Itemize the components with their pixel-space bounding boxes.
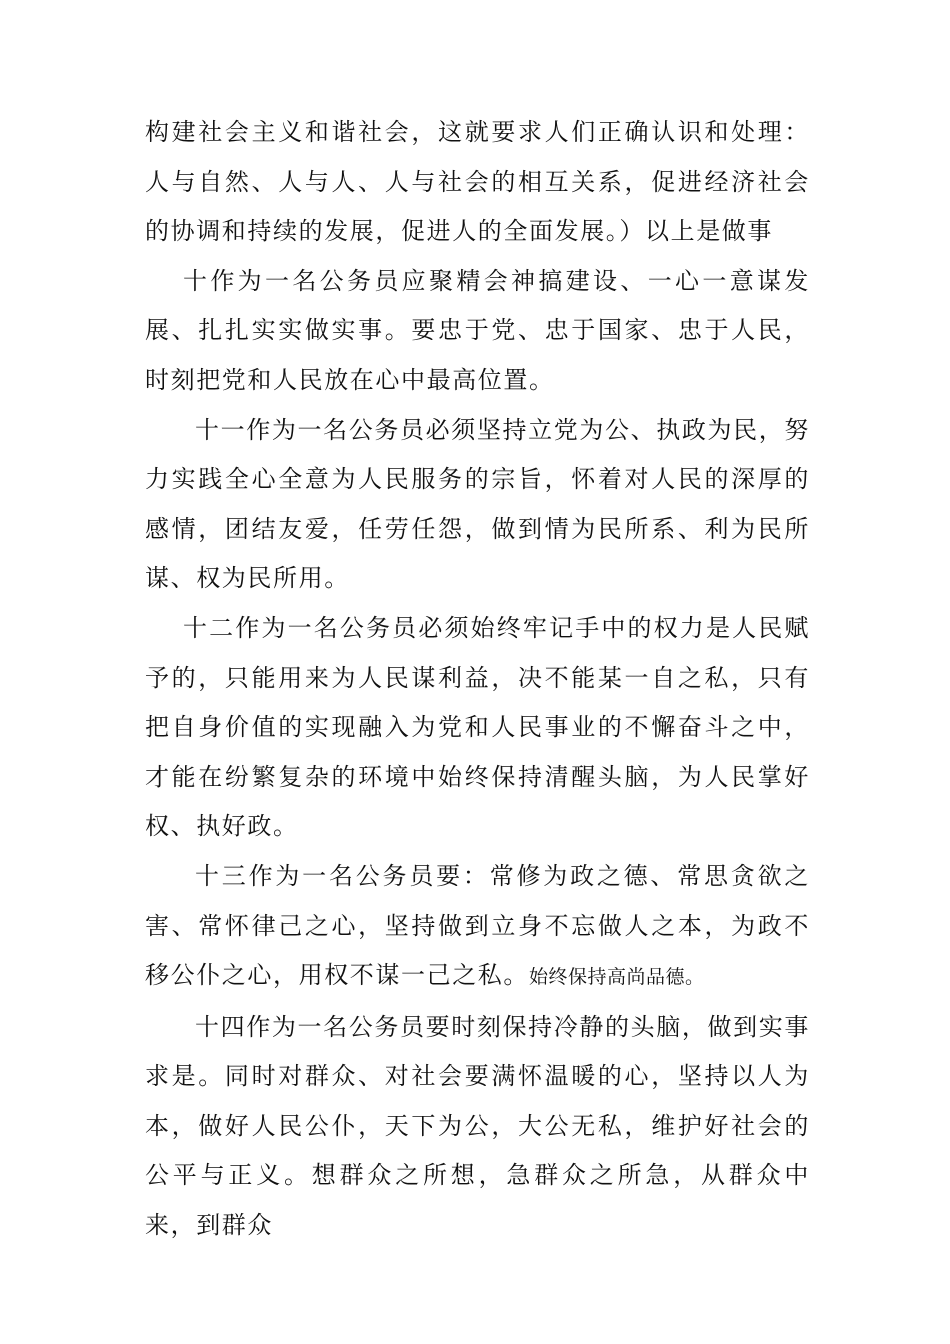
- paragraph-harmonious-society: 构建社会主义和谐社会，这就要求人们正确认识和处理：人与自然、人与人、人与社会的相互关系，促进经济社会的协调和持续的发展，促进人的全面发展。）以上是做事: [145, 118, 810, 246]
- paragraph-twelve: 十二作为一名公务员必须始终牢记手中的权力是人民赋予的，只能用来为人民谋利益，决不能某一自之私，只有把自身价值的实现融入为党和人民事业的不懈奋斗之中，才能在纷繁复杂的环境中始终保持清醒头脑，为人民掌好权、执好政。: [145, 613, 810, 841]
- paragraph-thirteen-main: 十三作为一名公务员要：常修为政之德、常思贪欲之害、常怀律己之心，坚持做到立身不忘做人之本，为政不移公仆之心，用权不谋一己之私。: [145, 861, 810, 990]
- paragraph-ten: 十作为一名公务员应聚精会神搞建设、一心一意谋发展、扎扎实实做实事。要忠于党、忠于国家、忠于人民，时刻把党和人民放在心中最高位置。: [145, 266, 810, 394]
- document-body: [145, 108, 810, 1251]
- paragraph-thirteen: [145, 852, 810, 1003]
- paragraph-fourteen: 十四作为一名公务员要时刻保持冷静的头脑，做到实事求是。同时对群众、对社会要满怀温暖的心，坚持以人为本，做好人民公仆，天下为公，大公无私，维护好社会的公平与正义。想群众之所想，急群众之所急，从群众中来，到群众: [145, 1012, 810, 1240]
- paragraph-thirteen-small-note: 始终保持高尚品德。: [529, 966, 705, 989]
- paragraph-eleven: 十一作为一名公务员必须坚持立党为公、执政为民，努力实践全心全意为人民服务的宗旨，怀着对人民的深厚的感情，团结友爱，任劳任怨，做到情为民所系、利为民所谋、权为民所用。: [145, 415, 810, 593]
